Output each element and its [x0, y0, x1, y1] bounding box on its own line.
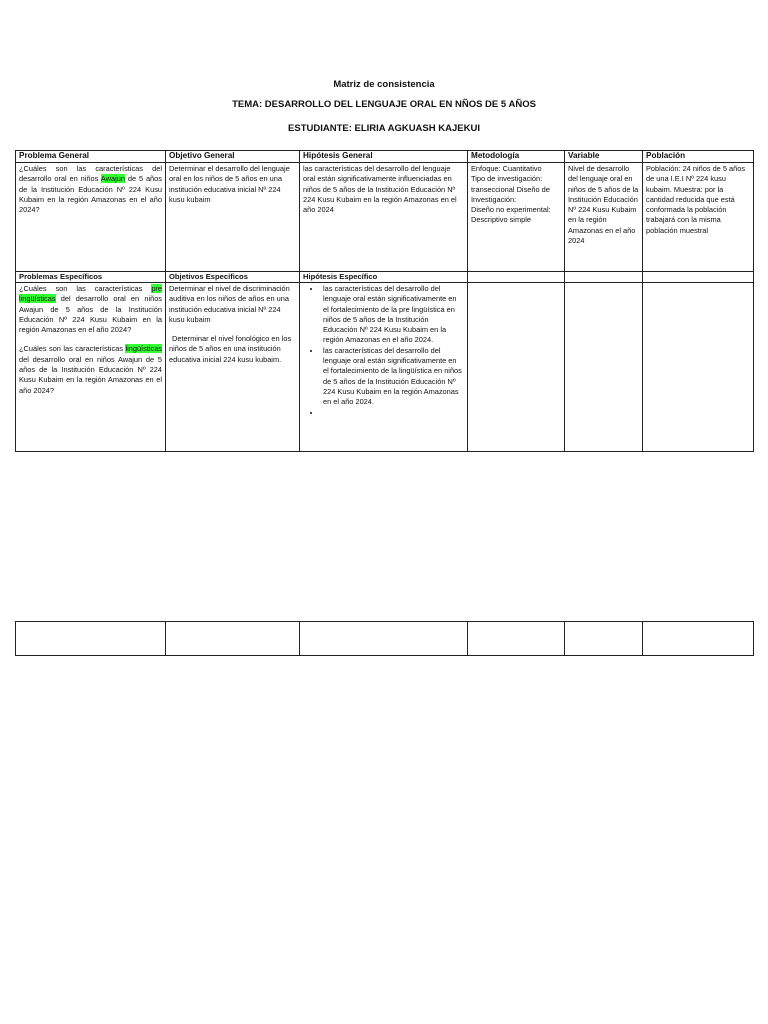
objetivos-especificos-cell [166, 283, 300, 452]
text-segment: ¿Cuáles son las características del desarrollo oral en niños [19, 164, 162, 184]
empty-cell [468, 272, 565, 283]
consistency-matrix-table [15, 150, 754, 452]
text-segment: de 5 años de la Institución Educación Nº 224 Kusu Kubaim en la región Amazonas en el año 2024? [19, 174, 162, 215]
specific-header: Problemas Específicos [16, 272, 166, 283]
specific-header: Hipótesis Específico [300, 272, 468, 283]
empty-cell [643, 622, 754, 656]
hipotesis-especificas-cell [300, 283, 468, 452]
empty-cell [643, 272, 754, 283]
column-header: Población [643, 151, 754, 163]
empty-cell [468, 622, 565, 656]
problema-especifico [19, 284, 162, 335]
column-header: Problema General [16, 151, 166, 163]
empty-cell [565, 283, 643, 452]
empty-row [16, 622, 754, 656]
column-header: Variable [565, 151, 643, 163]
column-header: Objetivo General [166, 151, 300, 163]
empty-cell [300, 622, 468, 656]
metodologia-line: Descriptivo simple [471, 215, 531, 225]
text-segment: ¿Cuáles son las características [19, 284, 152, 293]
column-header: Hipótesis General [300, 151, 468, 163]
highlighted-term: pre lingüísticas [19, 284, 162, 304]
empty-cell [166, 622, 300, 656]
metodologia-line: Enfoque: Cuantitativo [471, 164, 542, 173]
specific-row [16, 283, 754, 452]
general-row [16, 163, 754, 272]
empty-bullet [321, 408, 464, 417]
highlighted-term: Awajun [100, 174, 125, 184]
header-row [16, 151, 754, 163]
problema-especifico [19, 344, 162, 395]
objetivo-general-cell: Determinar el desarrollo del lenguaje oral en los niños de 5 años en una institución educativa inicial Nº 224 kusu kubaim [166, 163, 300, 272]
hipotesis-item: • las características del desarrollo del lenguaje oral están significativamente en el fortalecimiento de la pre lingüística en niños de 5 años de la Institución Educación Nº 224 Kusu Kubaim en la región Amazonas en el año 2024. [321, 284, 464, 346]
empty-table [15, 621, 754, 656]
text-segment: ¿Cuáles son las características [19, 344, 126, 354]
specific-header: Objetivos Específicos [166, 272, 300, 283]
variable-cell: Nivel de desarrollo del lenguaje oral en niños de 5 años de la Institución Educación Nº 224 Kusu Kubaim en la región Amazonas en el año 2024 [565, 163, 643, 272]
hipotesis-list [303, 284, 464, 417]
document-student: ESTUDIANTE: ELIRIA AGKUASH KAJEKUI [288, 123, 480, 134]
metodologia-cell [468, 163, 565, 272]
document-title: Matriz de consistencia [333, 79, 435, 90]
metodologia-line: Diseño no experimental: [471, 205, 551, 215]
problema-general-cell [16, 163, 166, 272]
text-segment: del desarrollo oral en niños Awajun de 5 años de la Institución Educación Nº 224 Kusu Kubaim en la región Amazonas en el año 2024? [19, 294, 162, 335]
hipotesis-general-cell: las características del desarrollo del lenguaje oral están significativamente influenciadas en niños de 5 años de la Institución Educación Nº 224 Kusu Kubaim en la región Amazonas en el año 2024 [300, 163, 468, 272]
column-header: Metodología [468, 151, 565, 163]
empty-cell [565, 272, 643, 283]
metodologia-line: Tipo de investigación: transeccional Diseño de Investigación: [471, 174, 550, 204]
empty-cell [468, 283, 565, 452]
objetivo-especifico: Determinar el nivel fonológico en los niños de 5 años en una institución educativa inicial 224 kusu kubaim. [169, 334, 292, 364]
objetivo-especifico: Determinar el nivel de discriminación auditiva en los niños de años en una institución educativa inicial Nº 224 kusu kubaim [169, 284, 290, 324]
hipotesis-item: • las características del desarrollo del lenguaje oral están significativamente en el fortalecimiento de la lingüística en niños de 5 años de la Institución Educación Nº 224 Kusu Kubaim en la región Amazonas en el año 2024. [321, 346, 464, 408]
problemas-especificos-cell [16, 283, 166, 452]
empty-cell [565, 622, 643, 656]
poblacion-cell: Población: 24 niños de 5 años de una I.E.I Nº 224 kusu kubaim. Muestra: por la cantidad reducida que está conformada la población trabajará con la misma población muestral [643, 163, 754, 272]
empty-cell [16, 622, 166, 656]
text-segment: del desarrollo oral en niños Awajun de 5 años de la Institución Educación Nº 224 Kusu Kubaim en la región Amazonas en el año 2024? [19, 354, 162, 395]
specific-header-row [16, 272, 754, 283]
empty-cell [643, 283, 754, 452]
highlighted-term: lingüísticas [125, 344, 162, 354]
document-theme: TEMA: DESARROLLO DEL LENGUAJE ORAL EN NÑOS DE 5 AÑOS [232, 99, 536, 110]
